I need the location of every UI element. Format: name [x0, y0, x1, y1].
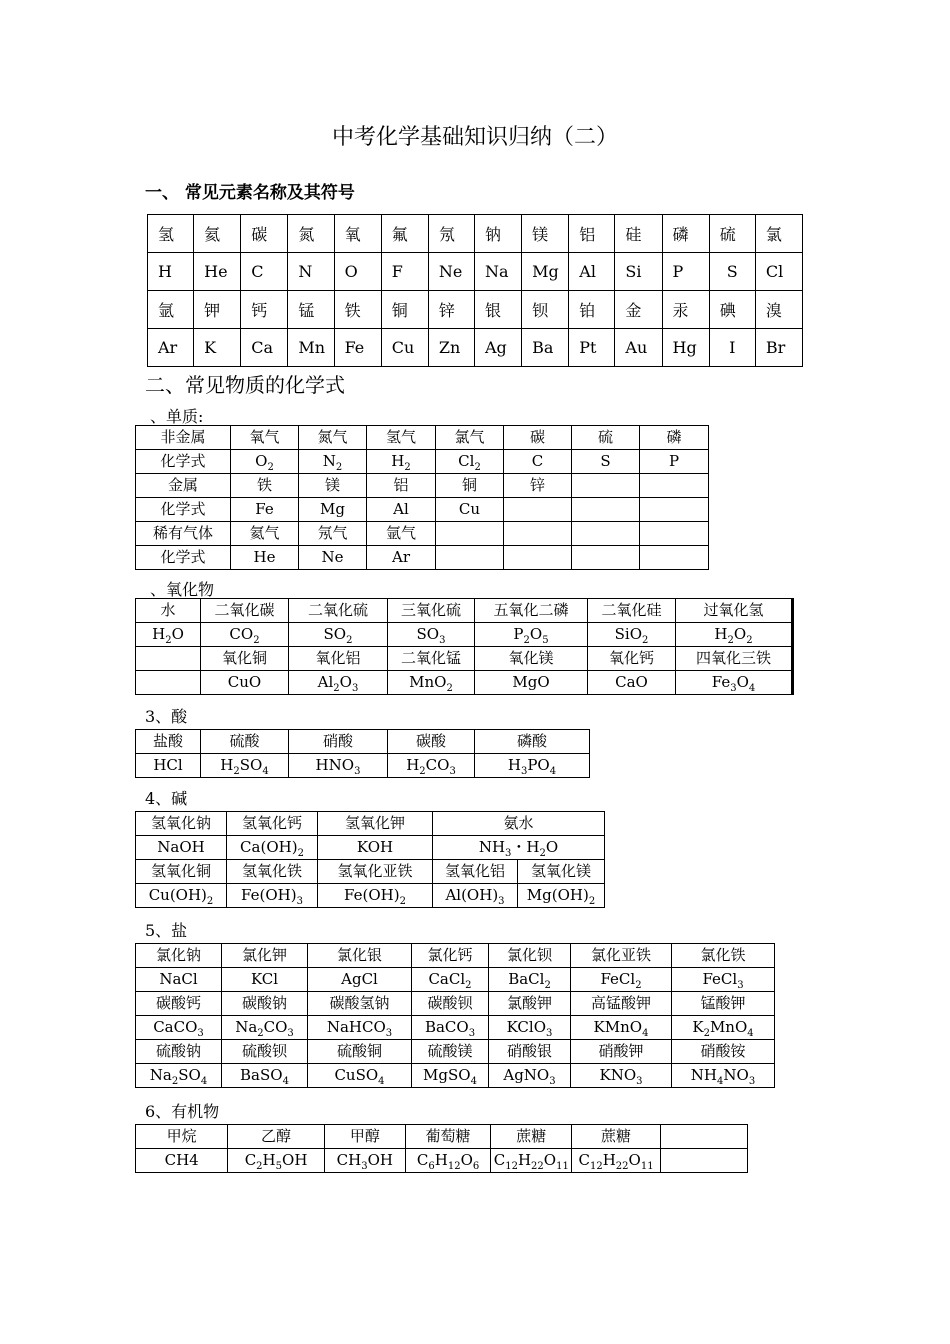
table-cell: 盐酸 — [136, 730, 201, 754]
organic-label: 6、有机物 — [145, 1102, 220, 1121]
table-cell: 氧化铜 — [201, 647, 289, 671]
table-cell: Al — [569, 253, 615, 291]
acids-label: 3、酸 — [145, 707, 188, 726]
table-cell: C — [241, 253, 288, 291]
table-cell: H — [148, 253, 194, 291]
table-cell: Cl — [755, 253, 802, 291]
table-cell: Ar — [367, 546, 436, 570]
table-cell: 铁 — [334, 291, 381, 329]
table-cell: 铜 — [381, 291, 428, 329]
table-cell: N — [288, 253, 334, 291]
table-row — [136, 730, 590, 754]
table-cell: $CH_3OH$ — [324, 1149, 405, 1173]
table-cell: 磷 — [640, 426, 709, 450]
table-cell: 硫酸钠 — [136, 1040, 222, 1064]
table-row — [148, 253, 803, 291]
table-cell: $Na_2CO_3$ — [222, 1016, 308, 1040]
table-cell: 锌 — [428, 291, 474, 329]
table-row — [136, 498, 709, 522]
table-cell: 甲烷 — [136, 1125, 228, 1149]
table-cell — [504, 522, 572, 546]
table-cell: 硫酸钡 — [222, 1040, 308, 1064]
table-cell: 氯化银 — [308, 944, 412, 968]
table-cell: Mg — [522, 253, 569, 291]
table-cell: 钙 — [241, 291, 288, 329]
table-cell: MnO$_2$ — [388, 671, 475, 695]
table-cell: KMnO$_4$ — [571, 1016, 672, 1040]
table-cell: 五氧化二磷 — [475, 599, 588, 623]
table-cell: 化学式 — [136, 546, 231, 570]
table-cell: NaCl — [136, 968, 222, 992]
table-cell: K — [194, 329, 241, 367]
table-cell: 硝酸银 — [489, 1040, 571, 1064]
table-cell: 四氧化三铁 — [676, 647, 793, 671]
acids-table — [135, 729, 590, 778]
table-cell: 二氧化锰 — [388, 647, 475, 671]
table-cell: $C_6H_{12}O_6$ — [405, 1149, 490, 1173]
table-row — [136, 546, 709, 570]
table-cell: $Cl_2$ — [436, 450, 504, 474]
table-cell: $Ca(OH)_2$ — [227, 836, 318, 860]
table-cell: 锌 — [504, 474, 572, 498]
table-cell: 碳 — [241, 215, 288, 253]
table-cell: 硝酸 — [289, 730, 388, 754]
table-cell: BaCl$_2$ — [489, 968, 571, 992]
table-cell: 硫酸 — [201, 730, 289, 754]
table-cell: $C_{12}H_{22}O_{11}$ — [491, 1149, 572, 1173]
table-cell: Ag — [474, 329, 521, 367]
table-cell: 水 — [136, 599, 201, 623]
table-cell: $H_2O_2$ — [676, 623, 793, 647]
table-cell: KClO$_3$ — [489, 1016, 571, 1040]
table-cell: 氢氧化钠 — [136, 812, 227, 836]
section2-heading: 二、常见物质的化学式 — [145, 373, 345, 397]
table-cell: 硫 — [572, 426, 640, 450]
table-cell: 氯化钙 — [412, 944, 489, 968]
table-cell: I — [709, 329, 755, 367]
table-cell: NaHCO$_3$ — [308, 1016, 412, 1040]
table-cell: Si — [615, 253, 662, 291]
table-cell: $K_2MnO_4$ — [672, 1016, 775, 1040]
table-cell: 磷酸 — [475, 730, 590, 754]
table-cell: 铝 — [569, 215, 615, 253]
table-cell: 氖气 — [299, 522, 367, 546]
table-cell: 氯 — [755, 215, 802, 253]
table-row — [136, 671, 793, 695]
table-cell: He — [194, 253, 241, 291]
table-row — [136, 1064, 775, 1088]
table-cell: $NH_4NO_3$ — [672, 1064, 775, 1088]
table-cell: $Mg(OH)_2$ — [518, 884, 605, 908]
table-row — [136, 474, 709, 498]
table-cell: NaOH — [136, 836, 227, 860]
table-cell: 氯化钾 — [222, 944, 308, 968]
table-cell: AgCl — [308, 968, 412, 992]
table-cell: 铁 — [231, 474, 299, 498]
table-cell: 金属 — [136, 474, 231, 498]
table-cell: $H_3PO_4$ — [475, 754, 590, 778]
table-cell: 氧气 — [231, 426, 299, 450]
table-row — [148, 291, 803, 329]
table-cell: Ca — [241, 329, 288, 367]
table-cell: S — [572, 450, 640, 474]
table-cell: 氢氧化铜 — [136, 860, 227, 884]
table-cell: 氯化铁 — [672, 944, 775, 968]
table-cell: 氯化钡 — [489, 944, 571, 968]
table-cell: Mg — [299, 498, 367, 522]
table-cell — [660, 1149, 747, 1173]
table-cell: 蔗糖 — [491, 1125, 572, 1149]
table-cell: Au — [615, 329, 662, 367]
table-cell: 碳酸钠 — [222, 992, 308, 1016]
table-cell: $P_2O_5$ — [475, 623, 588, 647]
table-cell: 氦气 — [231, 522, 299, 546]
table-cell: 高锰酸钾 — [571, 992, 672, 1016]
table-cell: 氯气 — [436, 426, 504, 450]
table-cell: $H_2O$ — [136, 623, 201, 647]
table-cell: 二氧化碳 — [201, 599, 289, 623]
table-cell: 氨水 — [433, 812, 605, 836]
table-cell: 硫 — [709, 215, 755, 253]
table-cell: F — [381, 253, 428, 291]
table-cell — [640, 522, 709, 546]
table-cell: 锰酸钾 — [672, 992, 775, 1016]
table-cell: 铜 — [436, 474, 504, 498]
table-cell — [436, 546, 504, 570]
table-cell: $H_2$ — [367, 450, 436, 474]
table-cell: 氧化钙 — [588, 647, 676, 671]
table-cell: CuSO$_4$ — [308, 1064, 412, 1088]
table-cell: 氖 — [428, 215, 474, 253]
table-cell: 甲醇 — [324, 1125, 405, 1149]
table-row — [148, 215, 803, 253]
oxides-table — [135, 598, 794, 695]
table-cell: 氧化铝 — [289, 647, 388, 671]
table-cell: Fe — [231, 498, 299, 522]
table-cell: 钡 — [522, 291, 569, 329]
table-cell: Fe — [334, 329, 381, 367]
table-row — [136, 623, 793, 647]
table-cell: 硅 — [615, 215, 662, 253]
table-cell: 氯酸钾 — [489, 992, 571, 1016]
table-cell: 氯化亚铁 — [571, 944, 672, 968]
table-cell: Ne — [299, 546, 367, 570]
table-cell: 硫酸镁 — [412, 1040, 489, 1064]
table-cell: Pt — [569, 329, 615, 367]
table-cell: 碳酸钡 — [412, 992, 489, 1016]
table-cell: 锰 — [288, 291, 334, 329]
elementary-label: 、单质: — [150, 407, 204, 426]
table-cell: S — [709, 253, 755, 291]
table-cell: AgNO$_3$ — [489, 1064, 571, 1088]
table-cell — [572, 546, 640, 570]
bases-label: 4、碱 — [145, 789, 188, 808]
table-cell — [660, 1125, 747, 1149]
table-cell: Cu — [381, 329, 428, 367]
table-cell — [572, 498, 640, 522]
table-cell — [572, 522, 640, 546]
table-cell: 钠 — [474, 215, 521, 253]
table-cell: Ne — [428, 253, 474, 291]
table-cell: 碘 — [709, 291, 755, 329]
table-cell: KCl — [222, 968, 308, 992]
table-cell: 氟 — [381, 215, 428, 253]
table-row — [136, 1040, 775, 1064]
table-cell — [504, 498, 572, 522]
table-cell: FeCl$_3$ — [672, 968, 775, 992]
table-cell: 氩气 — [367, 522, 436, 546]
table-cell — [436, 522, 504, 546]
table-cell: 磷 — [662, 215, 709, 253]
table-cell: $Al(OH)_3$ — [433, 884, 518, 908]
table-cell: Al — [367, 498, 436, 522]
table-cell: 氢氧化铝 — [433, 860, 518, 884]
table-row — [148, 329, 803, 367]
table-cell: CaCO$_3$ — [136, 1016, 222, 1040]
table-cell: 镁 — [299, 474, 367, 498]
table-cell: FeCl$_2$ — [571, 968, 672, 992]
table-cell: 氮 — [288, 215, 334, 253]
table-cell: 碳酸 — [388, 730, 475, 754]
table-cell: P — [662, 253, 709, 291]
table-cell: 碳酸钙 — [136, 992, 222, 1016]
table-cell: 硝酸钾 — [571, 1040, 672, 1064]
table-row — [136, 450, 709, 474]
table-cell: 过氧化氢 — [676, 599, 793, 623]
table-cell: He — [231, 546, 299, 570]
table-cell: C — [504, 450, 572, 474]
table-cell: 非金属 — [136, 426, 231, 450]
table-cell: 氢气 — [367, 426, 436, 450]
table-cell: 葡萄糖 — [405, 1125, 490, 1149]
table-cell: 碳 — [504, 426, 572, 450]
table-cell: 化学式 — [136, 498, 231, 522]
table-cell: 二氧化硅 — [588, 599, 676, 623]
table-cell: 稀有气体 — [136, 522, 231, 546]
table-cell: $CO_2$ — [201, 623, 289, 647]
table-cell: SiO$_2$ — [588, 623, 676, 647]
table-cell: 氮气 — [299, 426, 367, 450]
table-cell: 铂 — [569, 291, 615, 329]
table-cell: 硫酸铜 — [308, 1040, 412, 1064]
table-cell: 氦 — [194, 215, 241, 253]
table-cell: HCl — [136, 754, 201, 778]
table-cell: 钾 — [194, 291, 241, 329]
table-cell: Hg — [662, 329, 709, 367]
table-cell: 蔗糖 — [572, 1125, 660, 1149]
table-row — [136, 1016, 775, 1040]
table-row — [136, 968, 775, 992]
table-cell: 镁 — [522, 215, 569, 253]
table-cell: $Al_2O_3$ — [289, 671, 388, 695]
organic-table — [135, 1124, 748, 1173]
table-cell: 氢氧化钾 — [318, 812, 433, 836]
table-cell: 氩 — [148, 291, 194, 329]
table-cell: O — [334, 253, 381, 291]
table-cell: Br — [755, 329, 802, 367]
table-cell: 硝酸铵 — [672, 1040, 775, 1064]
table-cell: 铝 — [367, 474, 436, 498]
table-cell: $Fe(OH)_3$ — [227, 884, 318, 908]
table-cell: $C_2H_5OH$ — [228, 1149, 324, 1173]
table-cell: 氢 — [148, 215, 194, 253]
table-cell: $KNO_3$ — [571, 1064, 672, 1088]
table-cell — [640, 546, 709, 570]
bases-table — [135, 811, 605, 908]
table-cell: $SO_2$ — [289, 623, 388, 647]
table-cell: 溴 — [755, 291, 802, 329]
table-row — [136, 599, 793, 623]
table-cell: 三氧化硫 — [388, 599, 475, 623]
table-cell: MgSO$_4$ — [412, 1064, 489, 1088]
table-cell: 氢氧化亚铁 — [318, 860, 433, 884]
table-cell: 氯化钠 — [136, 944, 222, 968]
salts-label: 5、盐 — [145, 921, 188, 940]
page-title: 中考化学基础知识归纳（二） — [331, 125, 618, 150]
table-cell — [572, 474, 640, 498]
table-cell — [136, 671, 201, 695]
table-cell — [136, 647, 201, 671]
table-cell: BaCO$_3$ — [412, 1016, 489, 1040]
table-cell: CuO — [201, 671, 289, 695]
oxides-label: 、氧化物 — [150, 580, 215, 599]
table-row — [136, 647, 793, 671]
table-cell: MgO — [475, 671, 588, 695]
table-row — [136, 992, 775, 1016]
table-cell — [504, 546, 572, 570]
salts-table — [135, 943, 775, 1088]
table-cell: 二氧化硫 — [289, 599, 388, 623]
table-cell: $H_2SO_4$ — [201, 754, 289, 778]
table-row — [136, 1125, 748, 1149]
table-cell: 氧 — [334, 215, 381, 253]
table-cell: Na — [474, 253, 521, 291]
table-row — [136, 1149, 748, 1173]
table-cell: 汞 — [662, 291, 709, 329]
table-cell: CaCl$_2$ — [412, 968, 489, 992]
elements-table — [147, 214, 803, 367]
table-row — [136, 754, 590, 778]
table-cell: 氧化镁 — [475, 647, 588, 671]
table-row — [136, 944, 775, 968]
table-cell: 金 — [615, 291, 662, 329]
table-cell: $NH_3$・$H_2O$ — [433, 836, 605, 860]
table-cell — [640, 498, 709, 522]
table-cell: $Cu(OH)_2$ — [136, 884, 227, 908]
table-cell: Ar — [148, 329, 194, 367]
table-cell: BaSO$_4$ — [222, 1064, 308, 1088]
table-cell: $HNO_3$ — [289, 754, 388, 778]
table-cell: $Fe_3O_4$ — [676, 671, 793, 695]
table-cell: Cu — [436, 498, 504, 522]
table-cell: 氢氧化镁 — [518, 860, 605, 884]
table-cell: KOH — [318, 836, 433, 860]
table-cell: 银 — [474, 291, 521, 329]
table-cell: CaO — [588, 671, 676, 695]
section1-heading: 一、 常见元素名称及其符号 — [145, 183, 355, 203]
table-cell: 乙醇 — [228, 1125, 324, 1149]
table-cell: $H_2CO_3$ — [388, 754, 475, 778]
table-row — [136, 426, 709, 450]
table-cell: Zn — [428, 329, 474, 367]
table-cell: $O_2$ — [231, 450, 299, 474]
table-cell: 化学式 — [136, 450, 231, 474]
table-cell: 氢氧化铁 — [227, 860, 318, 884]
table-cell: $C_{12}H_{22}O_{11}$ — [572, 1149, 660, 1173]
table-cell: 氢氧化钙 — [227, 812, 318, 836]
table-cell: $Na_2SO_4$ — [136, 1064, 222, 1088]
table-cell: 碳酸氢钠 — [308, 992, 412, 1016]
table-cell: CH4 — [136, 1149, 228, 1173]
table-cell — [640, 474, 709, 498]
table-cell: $Fe(OH)_2$ — [318, 884, 433, 908]
table-cell: Ba — [522, 329, 569, 367]
table-row — [136, 522, 709, 546]
table-cell: $SO_3$ — [388, 623, 475, 647]
table-cell: P — [640, 450, 709, 474]
table-cell: Mn — [288, 329, 334, 367]
elementary-table — [135, 425, 709, 570]
table-cell: $N_2$ — [299, 450, 367, 474]
